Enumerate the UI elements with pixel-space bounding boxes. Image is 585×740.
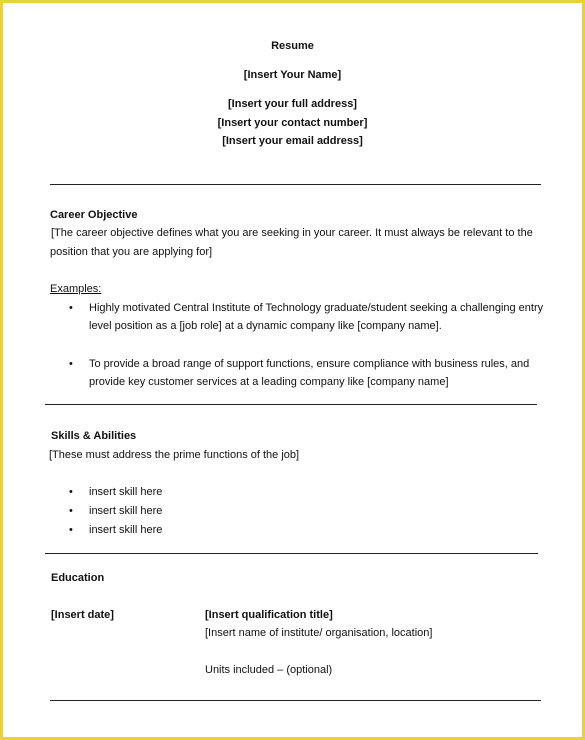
divider [50,184,541,185]
name-placeholder: [Insert Your Name] [243,69,342,81]
email-placeholder: [Insert your email address] [222,135,363,147]
skills-desc: [These must address the prime functions of the job] [49,449,300,461]
education-date: [Insert date] [51,609,114,621]
education-heading: Education [51,572,105,584]
bullet-icon: • [69,486,73,498]
career-objective-desc-line1: [The career objective defines what you are seeking in your career. It must always be relevant to the [51,227,533,239]
career-objective-heading: Career Objective [50,209,138,221]
institute-name: [Insert name of institute/ organisation, location] [205,627,433,639]
example-2-line1: To provide a broad range of support functions, ensure compliance with business rules, and [89,358,530,370]
bullet-icon: • [69,505,73,517]
qualification-title: [Insert qualification title] [205,609,333,621]
resume-page [3,3,582,737]
divider [45,553,538,554]
page-title: Resume [271,40,314,52]
divider [45,404,537,405]
units-included: Units included – (optional) [205,664,333,676]
bullet-icon: • [69,358,73,370]
address-placeholder: [Insert your full address] [228,98,357,110]
bullet-icon: • [69,302,73,314]
skill-item: insert skill here [89,505,163,517]
examples-label: Examples: [50,283,102,295]
divider [50,700,541,701]
career-objective-desc-line2: position that you are applying for] [50,246,213,258]
example-1-line1: Highly motivated Central Institute of Technology graduate/student seeking a challenging entry [89,302,544,314]
skill-item: insert skill here [89,524,163,536]
example-2-line2: provide key customer services at a leading company like [company name] [89,376,449,388]
skills-heading: Skills & Abilities [51,430,137,442]
example-1-line2: level position as a [job role] at a dynamic company like [company name]. [89,320,442,332]
contact-placeholder: [Insert your contact number] [217,117,368,129]
skill-item: insert skill here [89,486,163,498]
bullet-icon: • [69,524,73,536]
